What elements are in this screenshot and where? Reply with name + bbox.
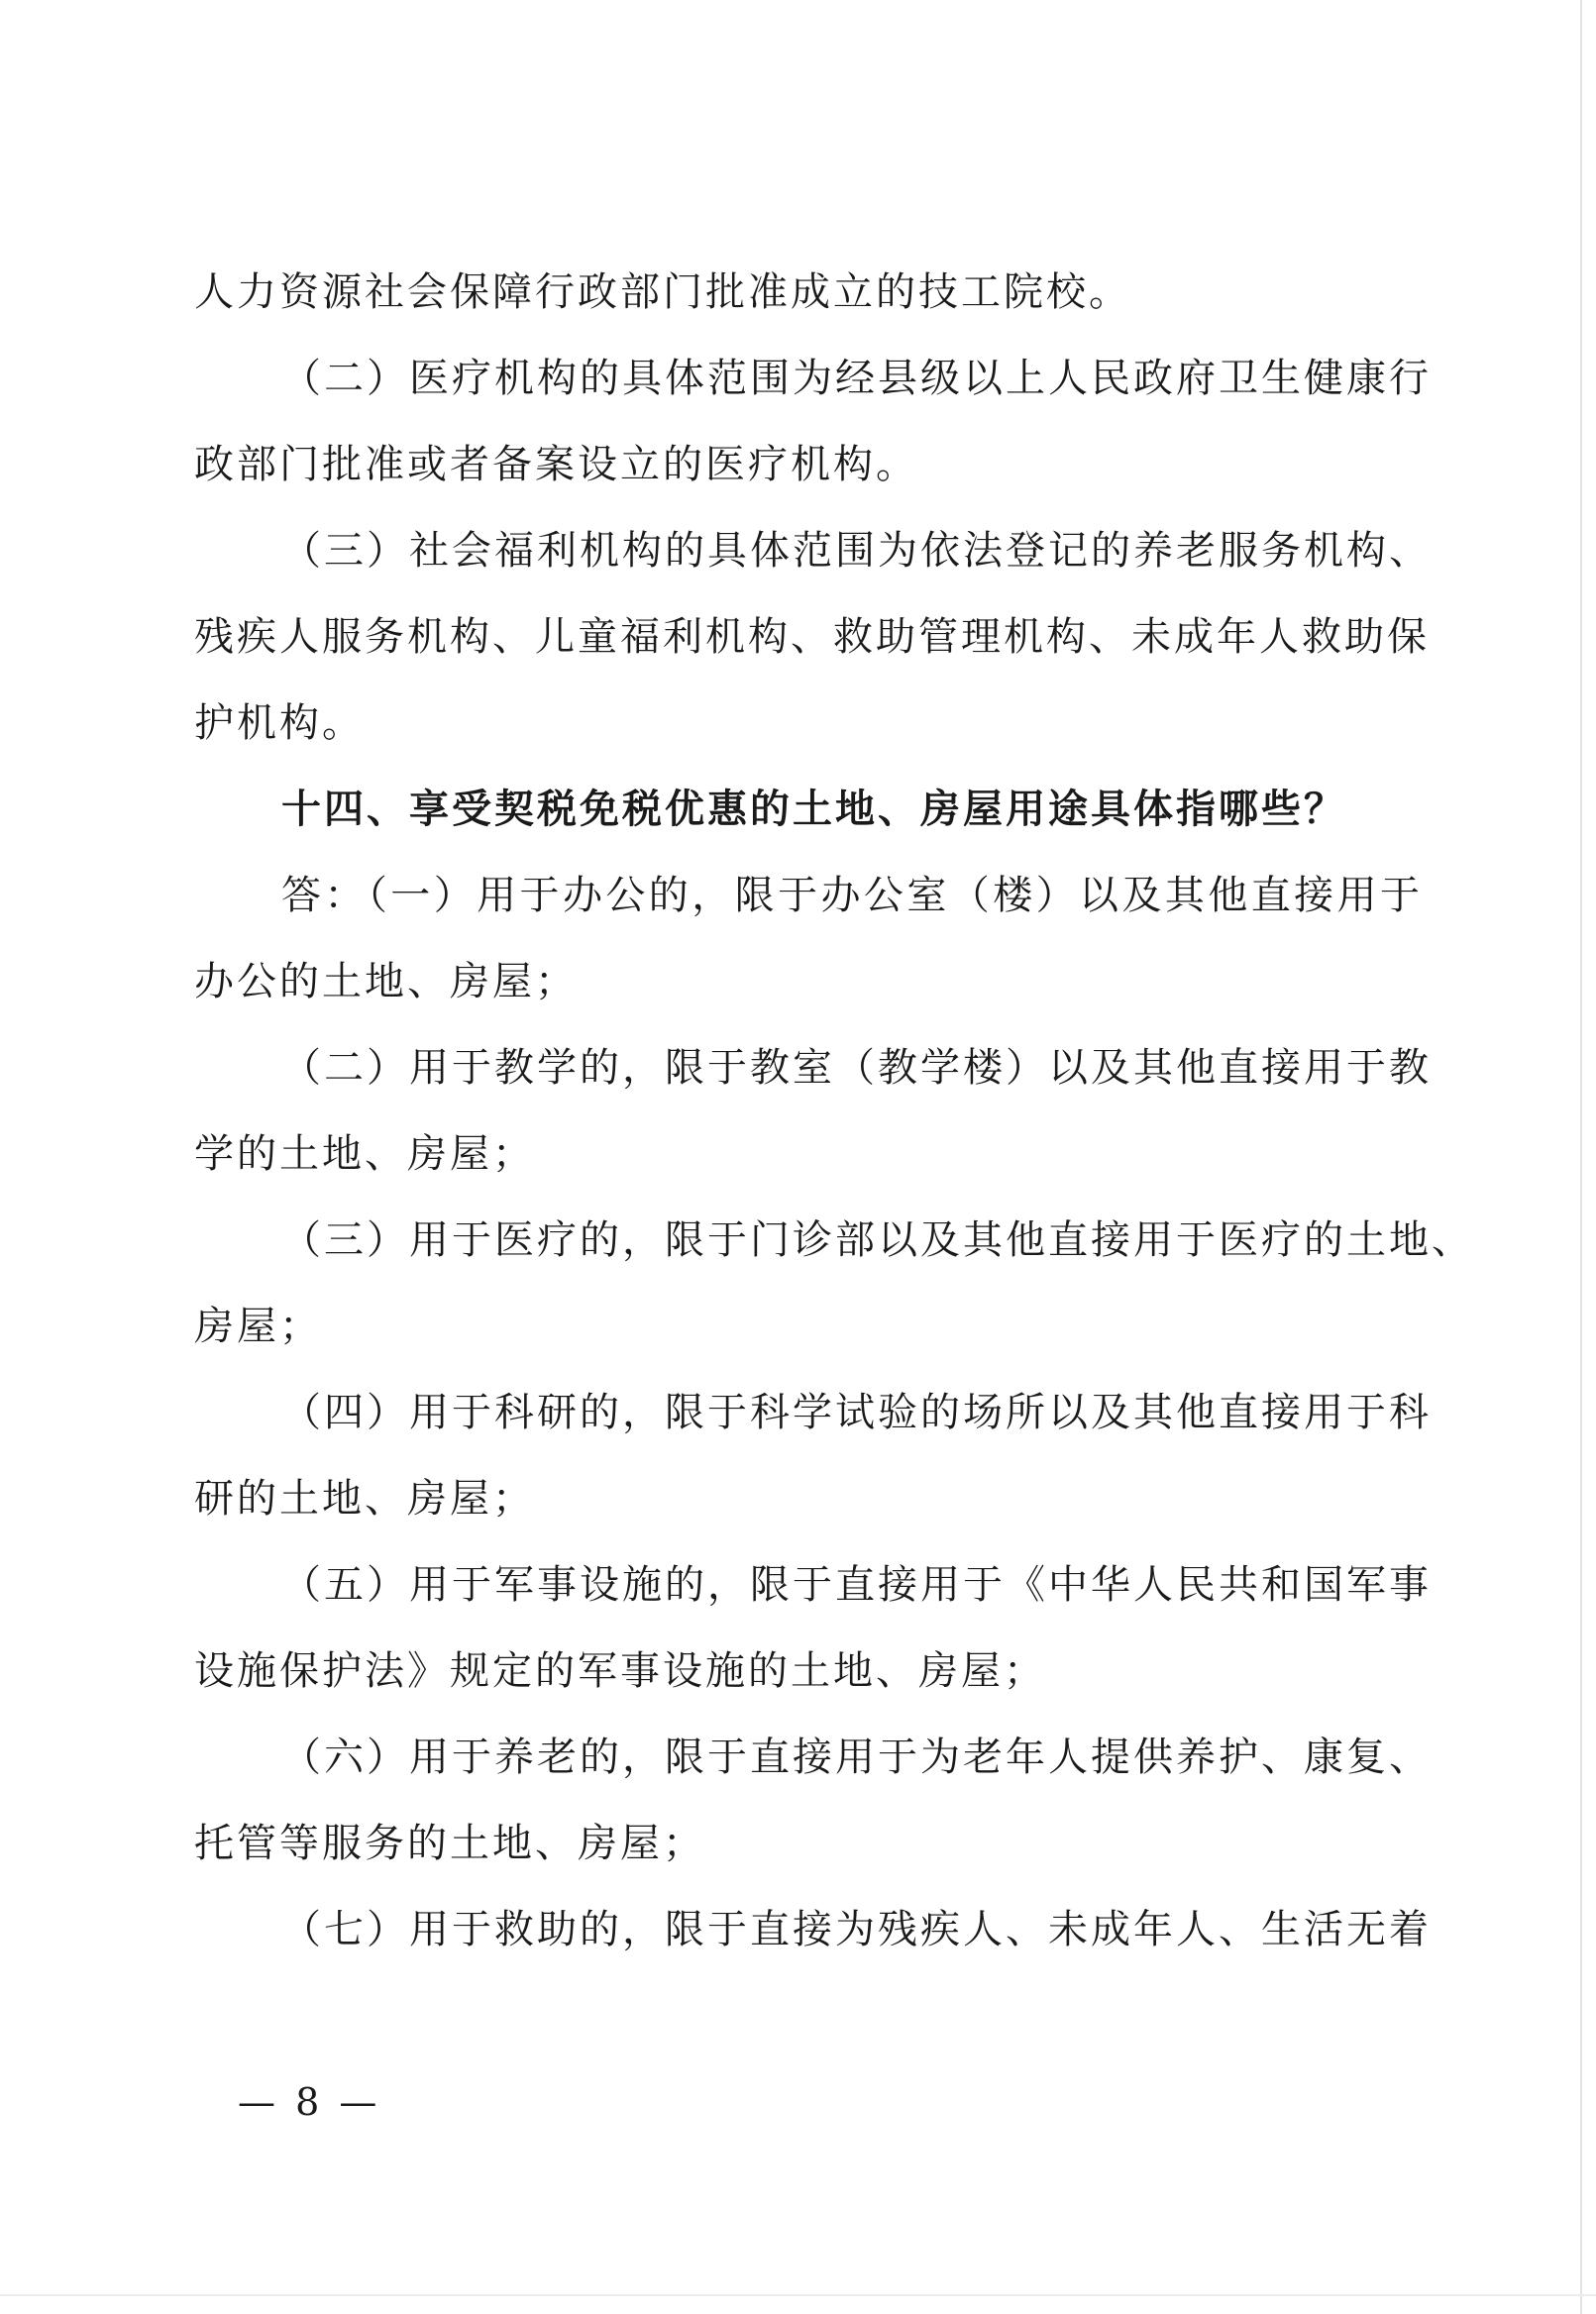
text-line-9: 办公的土地、房屋；: [194, 959, 578, 1004]
scan-edge-bottom: [0, 2294, 1596, 2296]
text-line-12: （三）用于医疗的，限于门诊部以及其他直接用于医疗的土地、: [281, 1217, 1474, 1263]
text-line-15: 研的土地、房屋；: [194, 1476, 535, 1522]
section-heading: 十四、享受契税免税优惠的土地、房屋用途具体指哪些？: [281, 787, 1346, 832]
text-line-3: 政部门批准或者备案设立的医疗机构。: [194, 442, 918, 487]
text-line-6: 护机构。: [194, 700, 365, 746]
text-line-11: 学的土地、房屋；: [194, 1131, 535, 1177]
text-line-4: （三）社会福利机构的具体范围为依法登记的养老服务机构、: [281, 528, 1432, 574]
text-line-19: 托管等服务的土地、房屋；: [194, 1821, 705, 1866]
text-line-16: （五）用于军事设施的，限于直接用于《中华人民共和国军事: [281, 1562, 1432, 1608]
text-line-20: （七）用于救助的，限于直接为残疾人、未成年人、生活无着: [281, 1907, 1432, 1952]
scan-edge-right: [1580, 0, 1582, 2314]
text-line-8: 答：（一）用于办公的，限于办公室（楼）以及其他直接用于: [281, 873, 1423, 918]
text-line-13: 房屋；: [194, 1304, 322, 1349]
text-line-5: 残疾人服务机构、儿童福利机构、救助管理机构、未成年人救助保: [194, 614, 1430, 660]
text-line-14: （四）用于科研的，限于科学试验的场所以及其他直接用于科: [281, 1390, 1432, 1435]
text-line-18: （六）用于养老的，限于直接用于为老年人提供养护、康复、: [281, 1735, 1432, 1780]
page-number: — 8 —: [238, 2080, 381, 2124]
text-line-17: 设施保护法》规定的军事设施的土地、房屋；: [194, 1648, 1046, 1694]
text-line-10: （二）用于教学的，限于教室（教学楼）以及其他直接用于教: [281, 1045, 1432, 1091]
text-line-2: （二）医疗机构的具体范围为经县级以上人民政府卫生健康行: [281, 356, 1432, 401]
text-line-1: 人力资源社会保障行政部门批准成立的技工院校。: [194, 269, 1131, 315]
